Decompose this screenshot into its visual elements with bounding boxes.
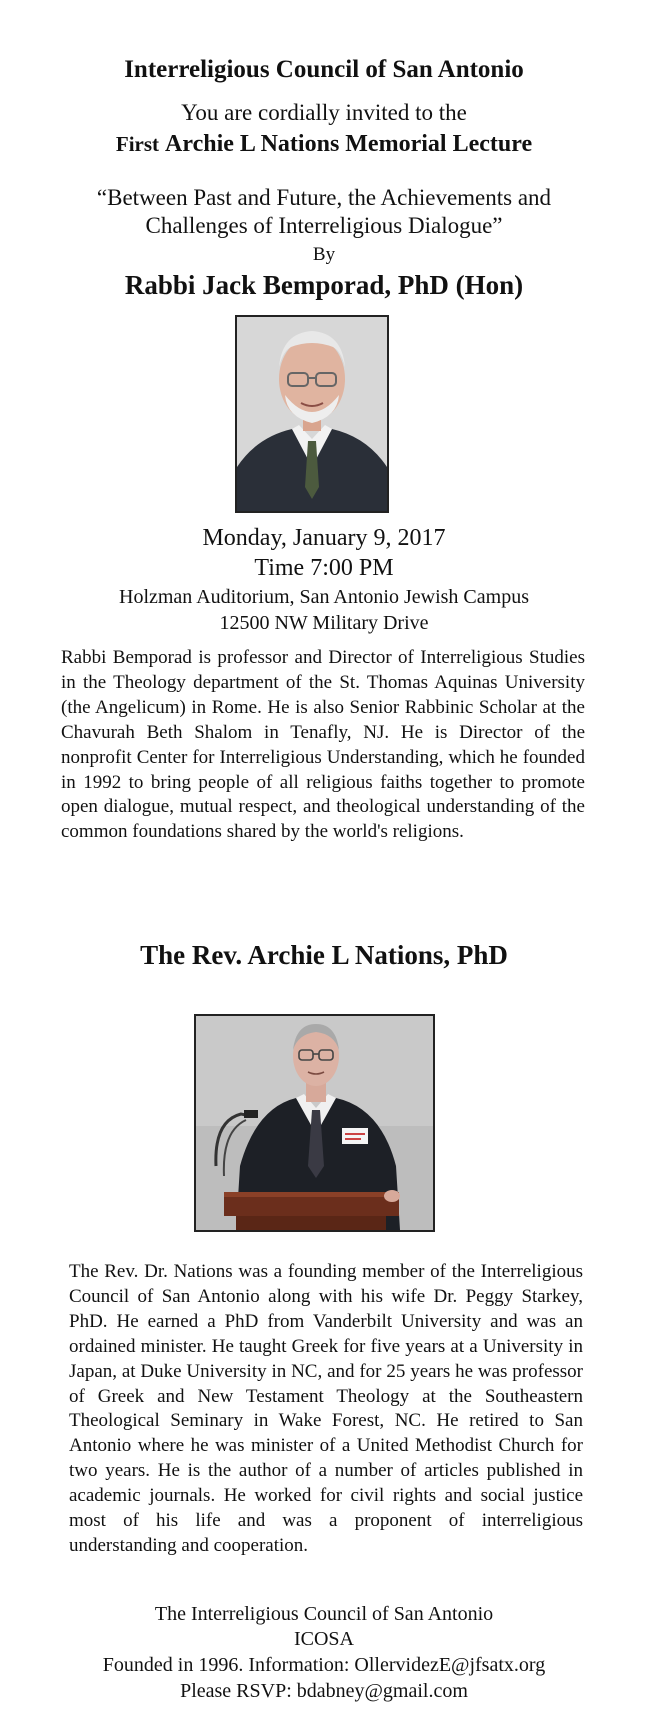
footer-rsvp: Please RSVP: bdabney@gmail.com [180,1680,468,1702]
footer-acronym: ICOSA [293,1628,354,1650]
invitation-line: You are cordially invited to the [181,100,467,125]
lecture-name-line [0,131,648,158]
memorial-bio: The Rev. Dr. Nations was a founding member of the Interreligious Council of San Antonio along with his wife Dr. Peggy Starkey, PhD. He earned a PhD from Vanderbilt University and was an ordained minister. He taught Greek for five years at a University in Japan, at Duke University in NC, and for 25 years he was professor of Greek and New Testament Theology at the Southeastern Theological Seminary in Wake Forest, NC. He retired to San Antonio where he was minister of a United Methodist Church for two years. He is the author of a number of articles published in academic journals. He worked for civil rights and social justice most of his life and was a proponent of interreligious understanding and cooperation. [69,1261,583,1556]
lecture-title-line-2: Challenges of Interreligious Dialogue” [145,213,503,238]
footer-info: Founded in 1996. Information: OllervidezE@jfsatx.org [102,1654,546,1676]
lecture-name: Archie L Nations Memorial Lecture [165,131,533,157]
speaker-name: Rabbi Jack Bemporad, PhD (Hon) [124,270,524,300]
speaker-bio: Rabbi Bemporad is professor and Director of Interreligious Studies in the Theology department of the St. Thomas Aquinas University (the Angelicum) in Rome. He is also Senior Rabbinic Scholar at the Chavurah Beth Shalom in Tenafly, NJ. He is Director of the nonprofit Center for Interreligious Understanding, which he founded in 1992 to bring people of all religious faiths together to promote open dialogue, mutual respect, and theological understanding of the common foundations shared by the world's religions. [61,647,585,843]
memorial-portrait-drawing [196,1016,433,1230]
speaker-photo [235,315,389,513]
event-date: Monday, January 9, 2017 [202,525,446,551]
event-time: Time 7:00 PM [254,555,394,581]
lecture-title-line-1: “Between Past and Future, the Achievements and [96,185,552,210]
memorial-photo [194,1014,435,1232]
speaker-portrait-drawing [237,317,387,511]
footer-organization: The Interreligious Council of San Antonio [154,1603,494,1625]
memorial-heading: The Rev. Archie L Nations, PhD [140,940,508,970]
event-venue: Holzman Auditorium, San Antonio Jewish Campus [119,586,529,608]
lecture-prefix: First [115,132,160,156]
by-label: By [312,244,336,265]
organization-title: Interreligious Council of San Antonio [124,56,524,83]
event-address: 12500 NW Military Drive [219,612,429,634]
